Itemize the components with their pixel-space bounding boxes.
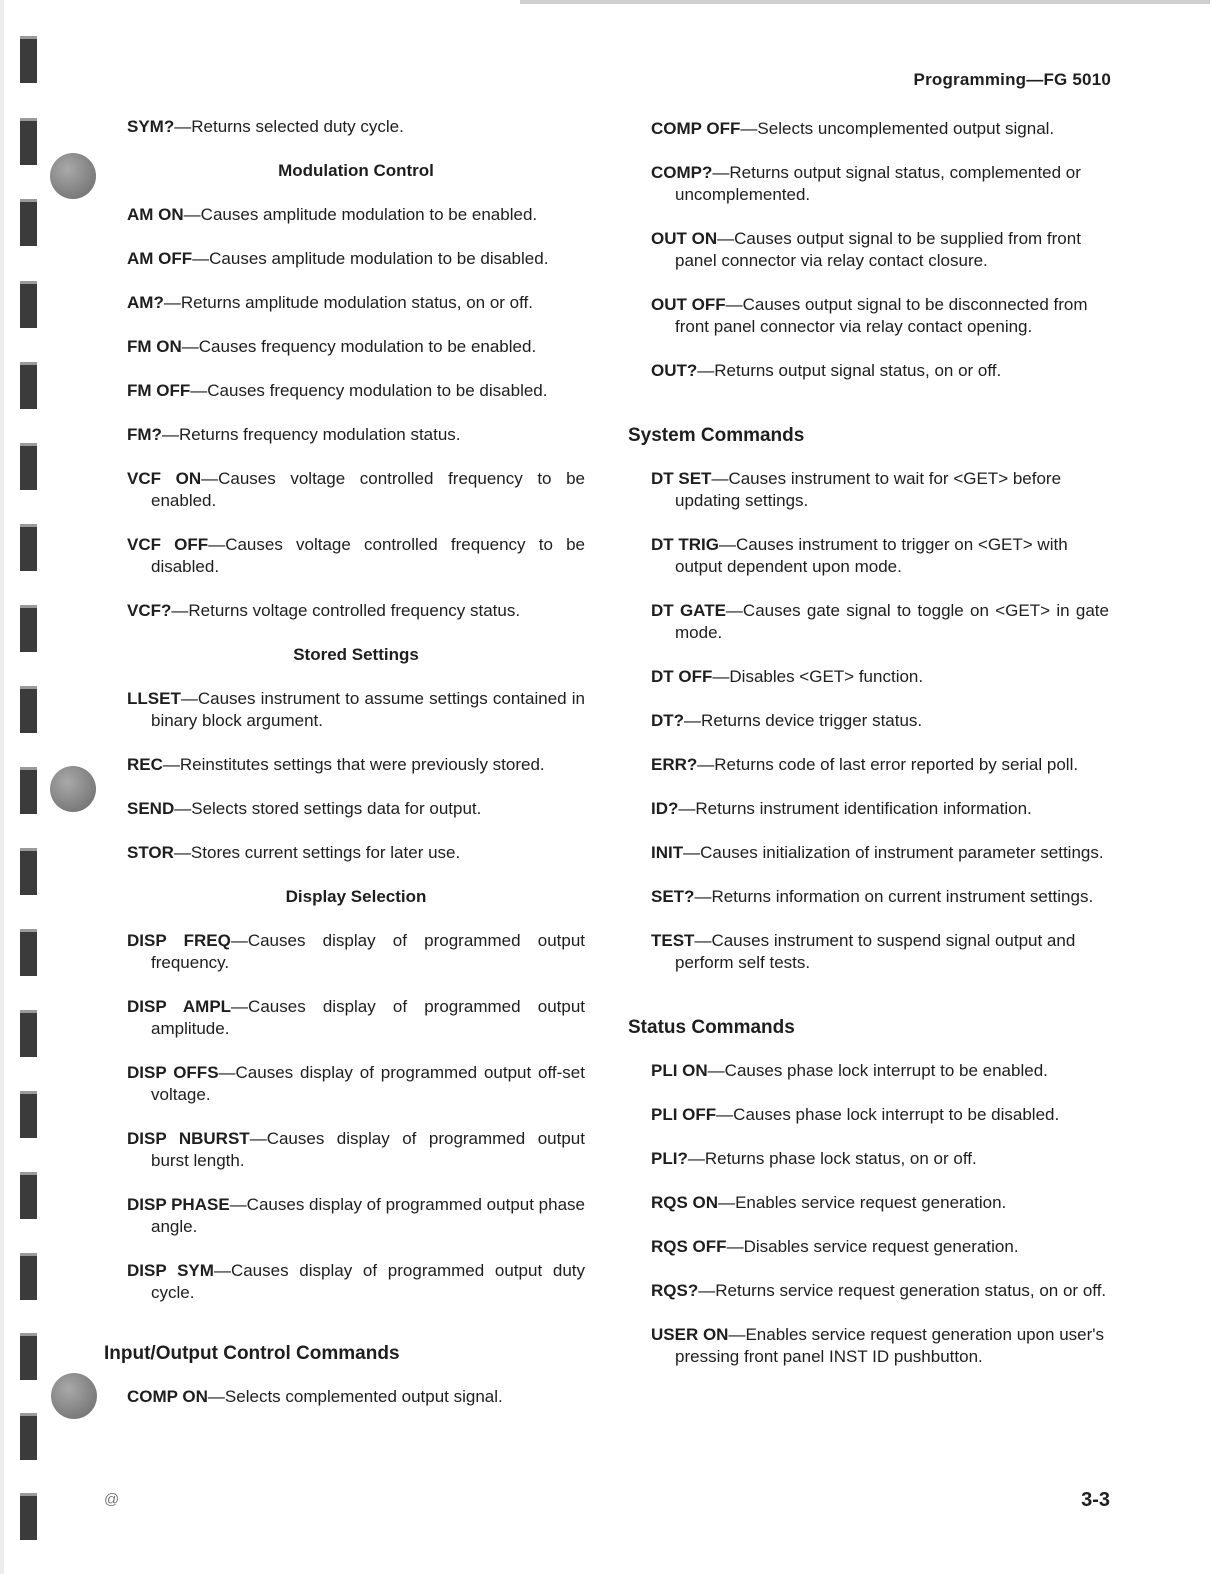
subsection-heading: Modulation Control [278, 161, 434, 180]
binder-bar [20, 1333, 37, 1380]
page-number: 3-3 [1081, 1489, 1110, 1511]
command-entry: INIT—Causes initialization of instrument parameter settings. [651, 843, 1104, 862]
command-entry: VCF ON—Causes voltage controlled frequency to be enabled. [127, 469, 586, 510]
command-entry: OUT OFF—Causes output signal to be disconnected from front panel connector via relay contact opening. [651, 295, 1088, 336]
left-column [104, 116, 586, 1430]
command-entry: DT OFF—Disables <GET> function. [651, 667, 924, 686]
command-entry: DT SET—Causes instrument to wait for <GET> before updating settings. [651, 469, 1062, 510]
binder-bar [20, 118, 37, 165]
binder-bar [20, 848, 37, 895]
binder-bar [20, 524, 37, 571]
punch-hole [50, 153, 96, 199]
command-entry: DT GATE—Causes gate signal to toggle on <GET> in gate mode. [651, 601, 1109, 642]
command-entry: OUT ON—Causes output signal to be supplied from front panel connector via relay contact closure. [651, 229, 1081, 270]
subsection-heading: Display Selection [285, 887, 427, 906]
binder-bar [20, 1010, 37, 1057]
command-entry: SEND—Selects stored settings data for output. [127, 799, 482, 818]
punch-hole [50, 766, 96, 812]
scan-left-edge [0, 0, 4, 1574]
command-entry: SET?—Returns information on current instrument settings. [651, 887, 1094, 906]
command-entry: LLSET—Causes instrument to assume settings contained in binary block argument. [127, 689, 585, 730]
binder-bar [20, 36, 37, 83]
command-entry: FM?—Returns frequency modulation status. [127, 425, 461, 444]
binder-bar [20, 281, 37, 328]
command-entry: COMP?—Returns output signal status, complemented or uncomplemented. [651, 163, 1081, 204]
command-entry: PLI OFF—Causes phase lock interrupt to be disabled. [651, 1105, 1060, 1124]
scan-top-edge [520, 0, 1210, 4]
section-heading: Status Commands [628, 1017, 795, 1038]
command-entry: STOR—Stores current settings for later use. [127, 843, 461, 862]
page-header: Programming—FG 5010 [913, 70, 1111, 89]
binder-bar [20, 1172, 37, 1219]
command-entry: TEST—Causes instrument to suspend signal output and perform self tests. [651, 931, 1076, 972]
command-entry: SYM?—Returns selected duty cycle. [127, 117, 404, 136]
command-entry: DISP AMPL—Causes display of programmed output amplitude. [127, 997, 585, 1038]
binder-bar [20, 767, 37, 814]
command-entry: COMP ON—Selects complemented output signal. [127, 1387, 503, 1406]
command-entry: PLI ON—Causes phase lock interrupt to be enabled. [651, 1061, 1048, 1080]
command-entry: FM ON—Causes frequency modulation to be enabled. [127, 337, 537, 356]
command-entry: VCF OFF—Causes voltage controlled frequency to be disabled. [127, 535, 586, 576]
command-entry: PLI?—Returns phase lock status, on or off. [651, 1149, 977, 1168]
binder-bar [20, 1413, 37, 1460]
command-entry: RQS?—Returns service request generation status, on or off. [651, 1281, 1107, 1300]
command-entry: DISP SYM—Causes display of programmed output duty cycle. [127, 1261, 586, 1302]
punch-hole [51, 1373, 97, 1419]
command-entry: RQS OFF—Disables service request generation. [651, 1237, 1019, 1256]
binder-bar [20, 199, 37, 246]
command-entry: DISP OFFS—Causes display of programmed output off-set voltage. [127, 1063, 585, 1104]
binder-bar [20, 1493, 37, 1540]
binder-bar [20, 605, 37, 652]
command-entry: ID?—Returns instrument identification information. [651, 799, 1032, 818]
command-entry: COMP OFF—Selects uncomplemented output signal. [651, 119, 1055, 138]
command-entry: DISP FREQ—Causes display of programmed output frequency. [127, 931, 586, 972]
command-entry: DISP NBURST—Causes display of programmed output burst length. [127, 1129, 585, 1170]
section-heading: System Commands [628, 425, 805, 446]
command-entry: RQS ON—Enables service request generation. [651, 1193, 1007, 1212]
binder-bar [20, 1253, 37, 1300]
footer-symbol: @ [104, 1491, 120, 1508]
binder-bar [20, 443, 37, 490]
command-entry: DISP PHASE—Causes display of programmed output phase angle. [127, 1195, 585, 1236]
command-entry: AM OFF—Causes amplitude modulation to be disabled. [127, 249, 549, 268]
binder-bar [20, 1091, 37, 1138]
command-entry: AM?—Returns amplitude modulation status, on or off. [127, 293, 533, 312]
binder-bar [20, 362, 37, 409]
binder-bar [20, 686, 37, 733]
command-entry: FM OFF—Causes frequency modulation to be disabled. [127, 381, 548, 400]
subsection-heading: Stored Settings [293, 645, 419, 664]
command-entry: OUT?—Returns output signal status, on or off. [651, 361, 1002, 380]
command-entry: AM ON—Causes amplitude modulation to be enabled. [127, 205, 538, 224]
right-column [628, 118, 1109, 1390]
section-heading: Input/Output Control Commands [104, 1343, 400, 1364]
command-entry: DT TRIG—Causes instrument to trigger on <GET> with output dependent upon mode. [651, 535, 1068, 576]
command-entry: ERR?—Returns code of last error reported by serial poll. [651, 755, 1079, 774]
command-entry: REC—Reinstitutes settings that were previously stored. [127, 755, 545, 774]
command-entry: VCF?—Returns voltage controlled frequency status. [127, 601, 521, 620]
command-entry: DT?—Returns device trigger status. [651, 711, 923, 730]
command-entry: USER ON—Enables service request generation upon user's pressing front panel INST ID pushbutton. [651, 1325, 1105, 1366]
binder-bar [20, 929, 37, 976]
